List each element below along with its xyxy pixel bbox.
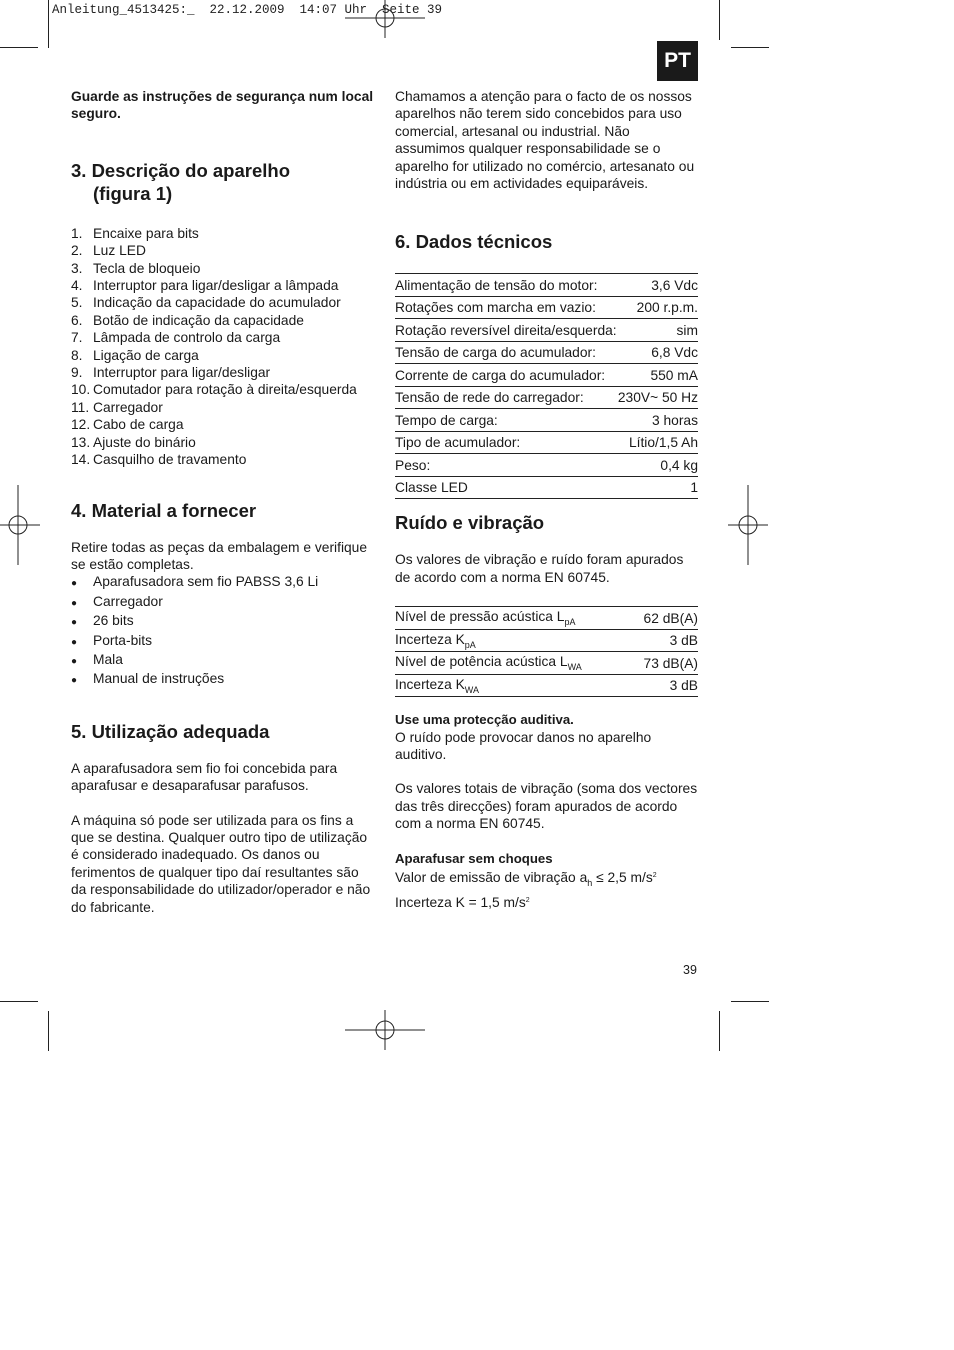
section-6-title: 6. Dados técnicos bbox=[395, 231, 553, 253]
registration-mark-icon bbox=[345, 1010, 425, 1050]
noise-label: Nível de pressão acústica $L_{pA}$ bbox=[395, 607, 630, 630]
item-label: Carregador bbox=[93, 399, 163, 415]
list-item bbox=[71, 277, 376, 294]
list-item bbox=[71, 399, 376, 416]
bullet-icon: ● bbox=[71, 636, 78, 648]
list-item bbox=[71, 329, 376, 346]
item-label: Comutador para rotação à direita/esquerda bbox=[93, 382, 357, 398]
safety-note: Guarde as instruções de segurança num local seguro. bbox=[71, 89, 374, 122]
vibration-text: Os valores totais de vibração (soma dos vectores das três direcções) foram apurados de acordo com a norma EN 60745. bbox=[395, 781, 698, 832]
spec-value: 0,4 kg bbox=[618, 454, 698, 477]
list-item bbox=[71, 593, 376, 612]
spec-label: Alimentação de tensão do motor: bbox=[395, 274, 618, 297]
section-5-paragraph-1: A aparafusadora sem fio foi concebida para aparafusar e desaparafusar parafusos. bbox=[71, 760, 338, 794]
item-number: 9. bbox=[71, 365, 83, 381]
item-label: Ajuste do binário bbox=[93, 434, 196, 450]
list-item bbox=[71, 260, 376, 277]
section-5-paragraph-2: A máquina só pode ser utilizada para os fins a que se destina. Qualquer outro tipo de utilização é considerado inadequado. Os danos ou ferimentos de qualquer tipo daí resultantes são da responsabilidade do utilizador/operador e não do fabricante. bbox=[71, 812, 371, 915]
item-number: 14. bbox=[71, 452, 91, 468]
bullet-icon: ● bbox=[71, 617, 78, 629]
spec-value: 230V~ 50 Hz bbox=[618, 386, 698, 409]
list-item bbox=[71, 242, 376, 259]
list-item bbox=[71, 225, 376, 242]
print-header: Anleitung_4513425:_ 22.12.2009 14:07 Uhr Seite 39 bbox=[52, 3, 443, 17]
spec-value: 550 mA bbox=[618, 364, 698, 387]
list-item bbox=[71, 416, 376, 433]
list-item bbox=[71, 434, 376, 451]
list-item bbox=[71, 573, 376, 592]
spec-value: 3,6 Vdc bbox=[618, 274, 698, 297]
item-label: Ligação de carga bbox=[93, 347, 199, 363]
registration-mark-icon bbox=[728, 485, 768, 565]
bullet-icon: ● bbox=[71, 675, 78, 687]
right-column bbox=[395, 88, 698, 912]
bullet-icon: ● bbox=[71, 597, 78, 609]
noise-value: 3 dB bbox=[630, 629, 698, 652]
technical-data-table bbox=[395, 273, 698, 499]
noise-label: Nível de potência acústica $L_{WA}$ bbox=[395, 652, 630, 675]
spec-label: Tensão de carga do acumulador: bbox=[395, 341, 618, 364]
registration-mark-icon bbox=[0, 485, 40, 565]
list-item bbox=[71, 632, 376, 651]
bullet-icon: ● bbox=[71, 578, 78, 590]
item-label: Botão de indicação da capacidade bbox=[93, 312, 304, 328]
item-label: Carregador bbox=[93, 593, 163, 609]
item-number: 8. bbox=[71, 347, 83, 363]
noise-value: 73 dB(A) bbox=[630, 652, 698, 675]
item-label: Cabo de carga bbox=[93, 417, 184, 433]
noise-vibration-title: Ruído e vibração bbox=[395, 512, 545, 534]
noise-intro: Os valores de vibração e ruído foram apurados de acordo com a norma EN 60745. bbox=[395, 552, 684, 585]
spec-label: Tempo de carga: bbox=[395, 409, 618, 432]
spec-label: Classe LED bbox=[395, 476, 618, 499]
vibration-uncertainty: Incerteza K = 1,5 $m/s^2$ bbox=[395, 895, 530, 911]
bullet-icon: ● bbox=[71, 655, 78, 667]
item-number: 7. bbox=[71, 330, 83, 346]
item-label: Casquilho de travamento bbox=[93, 452, 247, 468]
spec-label: Rotação reversível direita/esquerda: bbox=[395, 319, 618, 342]
spec-label: Corrente de carga do acumulador: bbox=[395, 364, 618, 387]
spec-label: Tipo de acumulador: bbox=[395, 431, 618, 454]
table-row bbox=[395, 386, 698, 409]
list-item bbox=[71, 312, 376, 329]
list-item bbox=[71, 670, 376, 689]
page-number: 39 bbox=[683, 963, 697, 977]
noise-label: Incerteza $K_{WA}$ bbox=[395, 674, 630, 697]
table-row bbox=[395, 629, 698, 652]
item-label: Indicação da capacidade do acumulador bbox=[93, 295, 341, 311]
table-row bbox=[395, 431, 698, 454]
spec-value: Lítio/1,5 Ah bbox=[618, 431, 698, 454]
item-number: 10. bbox=[71, 382, 91, 398]
item-number: 2. bbox=[71, 243, 83, 259]
list-item bbox=[71, 451, 376, 468]
section-4-title: 4. Material a fornecer bbox=[71, 499, 257, 521]
item-label: Interruptor para ligar/desligar bbox=[93, 365, 271, 381]
item-label: 26 bits bbox=[93, 613, 134, 629]
table-row bbox=[395, 296, 698, 319]
noise-label: Incerteza $K_{pA}$ bbox=[395, 629, 630, 652]
spec-value: 6,8 Vdc bbox=[618, 341, 698, 364]
item-number: 12. bbox=[71, 417, 91, 433]
section-3-title: 3. Descrição do aparelho (figura 1) bbox=[71, 159, 291, 204]
item-label: Porta-bits bbox=[93, 632, 153, 648]
item-label: Lâmpada de controlo da carga bbox=[93, 330, 281, 346]
spec-label: Tensão de rede do carregador: bbox=[395, 386, 618, 409]
language-badge: PT bbox=[657, 41, 698, 81]
commercial-use-note: Chamamos a atenção para o facto de os nossos aparelhos não terem sido concebidos para uso comercial, artesanal ou industrial. Não assumimos qualquer responsabilidade se o aparelho for utilizado no comércio, artesanato ou indústria ou em actividades equiparáveis. bbox=[395, 89, 695, 192]
delivery-list bbox=[71, 573, 376, 689]
item-number: 1. bbox=[71, 225, 83, 241]
item-label: Mala bbox=[93, 651, 123, 667]
item-label: Aparafusadora sem fio PABSS 3,6 Li bbox=[93, 574, 319, 590]
table-row bbox=[395, 274, 698, 297]
list-item bbox=[71, 347, 376, 364]
list-item bbox=[71, 651, 376, 670]
item-number: 6. bbox=[71, 312, 83, 328]
ear-protection-title: Use uma protecção auditiva. bbox=[395, 712, 574, 728]
list-item bbox=[71, 364, 376, 381]
noise-value: 3 dB bbox=[630, 674, 698, 697]
spec-value: 3 horas bbox=[618, 409, 698, 432]
item-number: 5. bbox=[71, 295, 83, 311]
item-label: Luz LED bbox=[93, 243, 146, 259]
item-number: 11. bbox=[71, 399, 90, 415]
item-label: Tecla de bloqueio bbox=[93, 260, 201, 276]
vibration-value: Valor de emissão de vibração $a_h \le 2,5$ $m/s^2$ bbox=[395, 870, 657, 888]
item-number: 3. bbox=[71, 260, 83, 276]
table-row bbox=[395, 674, 698, 697]
table-row bbox=[395, 476, 698, 499]
spec-label: Peso: bbox=[395, 454, 618, 477]
table-row bbox=[395, 364, 698, 387]
list-item bbox=[71, 612, 376, 631]
item-label: Manual de instruções bbox=[93, 671, 225, 687]
table-row bbox=[395, 607, 698, 630]
noise-table bbox=[395, 606, 698, 697]
item-label: Interruptor para ligar/desligar a lâmpada bbox=[93, 278, 339, 294]
table-row bbox=[395, 454, 698, 477]
vibration-title: Aparafusar sem choques bbox=[395, 850, 553, 866]
item-number: 4. bbox=[71, 278, 83, 294]
noise-value: 62 dB(A) bbox=[630, 607, 698, 630]
item-label: Encaixe para bits bbox=[93, 225, 199, 241]
registration-mark-icon bbox=[345, 0, 425, 40]
table-row bbox=[395, 652, 698, 675]
spec-value: 200 r.p.m. bbox=[618, 296, 698, 319]
item-number: 13. bbox=[71, 434, 91, 450]
spec-label: Rotações com marcha em vazio: bbox=[395, 296, 618, 319]
spec-value: 1 bbox=[618, 476, 698, 499]
spec-value: sim bbox=[618, 319, 698, 342]
section-4-intro: Retire todas as peças da embalagem e verifique se estão completas. bbox=[71, 539, 368, 572]
ear-protection-text: O ruído pode provocar danos no aparelho auditivo. bbox=[395, 729, 652, 763]
table-row bbox=[395, 319, 698, 342]
table-row bbox=[395, 341, 698, 364]
list-item bbox=[71, 294, 376, 311]
list-item bbox=[71, 381, 376, 398]
table-row bbox=[395, 409, 698, 432]
section-5-title: 5. Utilização adequada bbox=[71, 720, 270, 742]
left-column bbox=[71, 88, 376, 916]
parts-list bbox=[71, 225, 376, 469]
